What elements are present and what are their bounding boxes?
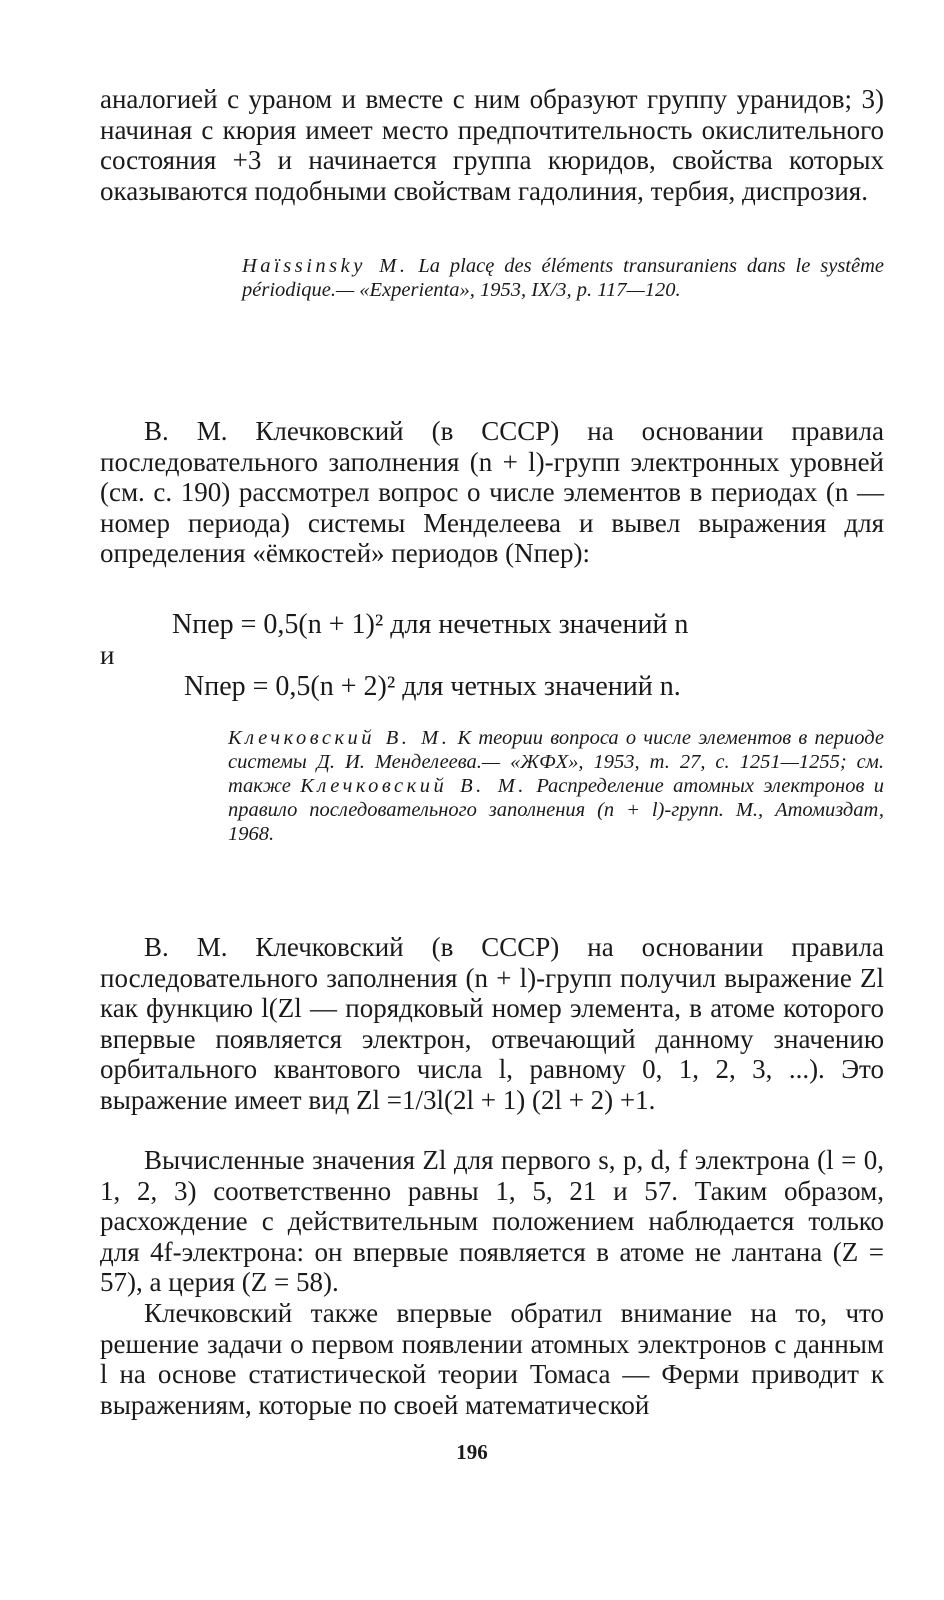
reference-2-body xyxy=(228,726,884,846)
reference-1 xyxy=(242,254,884,302)
reference-1-body xyxy=(242,254,884,302)
formula-odd: Nпер = 0,5(n + 1)² для нечетных значений n xyxy=(172,609,689,640)
paragraph-3-text: В. М. Клечковский (в СССР) на основании правила последовательного заполнения (n + l)-групп получил выражение Zl как функцию l(Zl — порядковый номер элемента, в атоме которого впервые появляется электрон, отвечающий данному значению орбитального квантового числа l, равному 0, 1, 2, 3, ...). Это выражение имеет вид Zl =1/3l(2l + 1) (2l + 2) +1. xyxy=(100,932,884,1115)
paragraph-2-text: В. М. Клечковский (в СССР) на основании правила последовательного заполнения (n + l)-групп электронных уровней (см. с. 190) рассмотрел вопрос о числе элементов в периодах (n — номер периода) системы Менделеева и вывел выражения для определения «ёмкостей» периодов (Nпер): xyxy=(100,416,884,568)
paragraph-1-text: аналогией с ураном и вместе с ним образуют группу уранидов; 3) начиная с кюрия имеет место предпочтительность окислительного состояния +3 и начинается группа кюридов, свойства которых оказываются подобными свойствам гадолиния, тербия, диспрозия. xyxy=(100,84,884,206)
paragraph-5-text: Клечковский также впервые обратил внимание на то, что решение задачи о первом появлении атомных электронов с данным l на основе статистической теории Томаса — Ферми приводит к выражениям, которые по своей математической xyxy=(100,1298,884,1420)
paragraph-4-text: Вычисленные значения Zl для первого s, p, d, f электрона (l = 0, 1, 2, 3) соответственно равны 1, 5, 21 и 57. Таким образом, расхождение с действительным положением наблюдается только для 4f-электрона: он впервые появляется в атоме не лантана (Z = 57), а церия (Z = 58). xyxy=(100,1145,884,1297)
paragraph-3 xyxy=(100,932,884,1115)
reference-2 xyxy=(228,726,884,846)
conjunction: и xyxy=(100,640,115,670)
reference-1-text: La placę des éléments transuraniens dans le systême périodique.— «Experienta», 1953, IX/3, p. 117—120. xyxy=(242,255,885,301)
paragraph-5 xyxy=(100,1298,884,1420)
paragraph-1 xyxy=(100,84,884,206)
reference-2-text-1: К теории вопроса о числе элементов в периоде системы Д. И. Менделеева.— «ЖФХ», 1953, т. 27, с. 1251—1255; см. также xyxy=(228,727,884,797)
page-number: 196 xyxy=(456,1440,488,1464)
formula-even: Nпер = 0,5(n + 2)² для четных значений n. xyxy=(184,671,681,702)
reference-1-author: Haïssinsky M. xyxy=(242,255,409,277)
paragraph-2 xyxy=(100,416,884,569)
paragraph-4 xyxy=(100,1145,884,1298)
reference-2-text-2: Распределение атомных электронов и правило последовательного заполнения (n + l)-групп. М., Атомиздат, 1968. xyxy=(228,775,884,845)
reference-2-author-1: Клечковский В. М. xyxy=(228,727,451,749)
reference-2-author-2: Клечковский В. М. xyxy=(300,775,527,797)
